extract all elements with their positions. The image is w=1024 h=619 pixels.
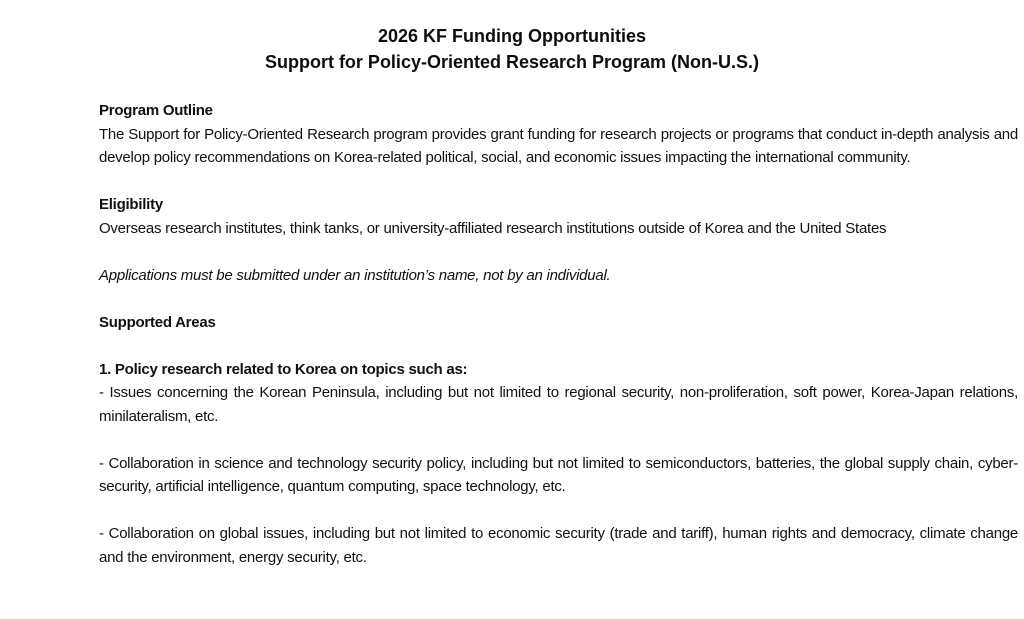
title-line-2: Support for Policy-Oriented Research Program (Non-U.S.): [264, 52, 760, 72]
list-item: - Collaboration on global issues, including but not limited to economic security (trade and tariff), human rights and democracy, climate change and the environment, energy security, etc.: [99, 525, 1018, 566]
spacer: [99, 287, 1018, 311]
eligibility-note: Applications must be submitted under an institution’s name, not by an individual.: [99, 266, 611, 284]
supported-areas-heading: Supported Areas: [99, 313, 216, 331]
program-outline-text: The Support for Policy-Oriented Research program provides grant funding for research projects or programs that conduct in-depth analysis and develop policy recommendations on Korea-related political, social, and economic issues impacting the international community.: [99, 125, 1018, 166]
list-item: - Issues concerning the Korean Peninsula, including but not limited to regional security, non-proliferation, soft power, Korea-Japan relations, minilateralism, etc.: [99, 384, 1018, 425]
spacer: [99, 170, 1018, 194]
spacer: [99, 499, 1018, 523]
document-body: [99, 99, 1018, 569]
list-item: - Collaboration in science and technology security policy, including but not limited to semiconductors, batteries, the global supply chain, cyber-security, artificial intelligence, quantum computing, space technology, etc.: [99, 454, 1018, 495]
document-title: [0, 0, 1024, 75]
title-line-1: 2026 KF Funding Opportunities: [377, 26, 646, 46]
eligibility-heading: Eligibility: [99, 196, 163, 213]
program-outline-heading: Program Outline: [99, 102, 213, 119]
spacer: [99, 428, 1018, 452]
eligibility-text: Overseas research institutes, think tanks, or university-affiliated research institutions outside of Korea and the United States: [99, 219, 887, 237]
supported-area-1-heading: 1. Policy research related to Korea on topics such as:: [99, 360, 468, 378]
spacer: [99, 240, 1018, 264]
spacer: [99, 334, 1018, 358]
